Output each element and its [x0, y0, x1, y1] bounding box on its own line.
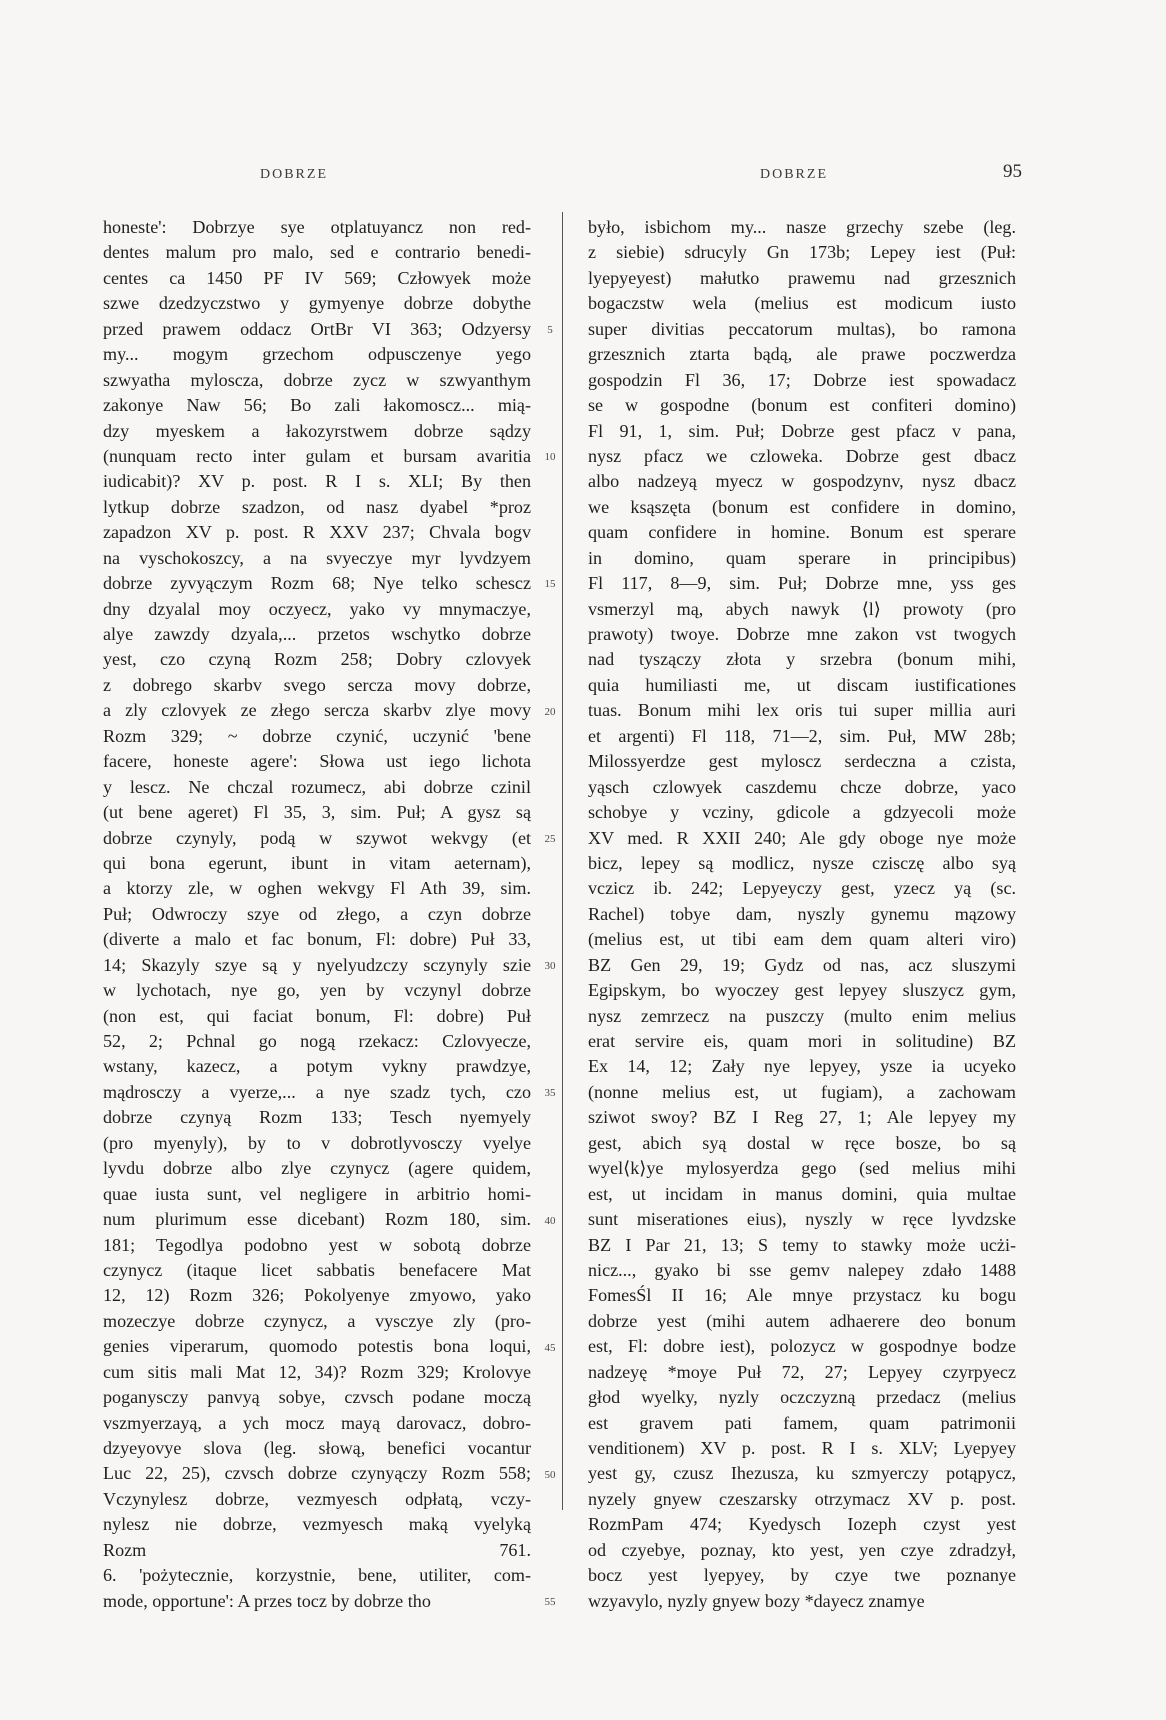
- text-line: lyepyeyest) małutko prawemu nad grzesznich: [588, 267, 1016, 288]
- line-number: 10: [544, 451, 556, 464]
- text-line: bogaczstw wela (melius est modicum iusto: [588, 293, 1016, 314]
- text-line: dny dzyalal moy oczyecz, yako vy mnymaczye,: [103, 598, 531, 619]
- text-line: Luc 22, 25), czvsch dobrze czynyączy Rozm 558;: [103, 1463, 531, 1484]
- text-line: Rozm 329; ~ dobrze czynić, uczynić 'bene: [103, 725, 531, 746]
- text-line: nysz pfacz we czloweka. Dobrze gest dbacz: [588, 445, 1016, 466]
- text-line: cum sitis mali Mat 12, 34)? Rozm 329; Krolovye: [103, 1361, 531, 1382]
- text-line: quia humiliasti me, ut discam iustificationes: [588, 674, 1016, 695]
- text-line: (non est, qui faciat bonum, Fl: dobre) Puł: [103, 1005, 531, 1026]
- text-line: honeste': Dobrzye sye otplatuyancz non red-: [103, 217, 531, 237]
- text-line: se w gospodne (bonum est confiteri domino): [588, 395, 1016, 416]
- text-line: nad tyszączy złota y srzebra (bonum mihi,: [588, 649, 1016, 670]
- line-number: 55: [544, 1596, 556, 1609]
- text-line: venditionem) XV p. post. R I s. XLV; Lyepyey: [588, 1438, 1016, 1458]
- text-line: głod wyelky, nyzly oczczyzną przedacz (melius: [588, 1387, 1016, 1408]
- text-line: w lychotach, nye go, yen by vczynyl dobrze: [103, 980, 531, 1001]
- line-number: 40: [544, 1214, 556, 1227]
- text-line: wzyavylo, nyzly gnyew bozy *dayecz znamye: [588, 1590, 925, 1611]
- text-line: we ksąszęta (bonum est confidere in domino,: [588, 496, 1016, 517]
- text-line: Ex 14, 12; Zały nye lepyey, ysze ia ucyeko: [588, 1056, 1016, 1077]
- text-line: FomesŚl II 16; Ale mnye przystacz ku bogu: [588, 1285, 1016, 1306]
- text-line: a zly czlovyek ze złego sercza skarbv zlye movy: [103, 700, 531, 721]
- text-line: dzy myeskem a łakozyrstwem dobrze sądzy: [103, 420, 531, 441]
- text-line: (nonne melius est, ut fugiam), a zachowam: [588, 1081, 1016, 1102]
- text-line: nadzeyę *moye Puł 72, 27; Lepyey czyrpyecz: [588, 1361, 1016, 1382]
- text-line: Fl 117, 8—9, sim. Puł; Dobrze mne, yss ges: [588, 573, 1016, 594]
- text-line: est, ut incidam in manus domini, quia multae: [588, 1183, 1016, 1204]
- text-line: nysz zemrzecz na puszczy (multo enim melius: [588, 1005, 1016, 1026]
- text-line: przed prawem oddacz OrtBr VI 363; Odzyersy: [103, 318, 531, 339]
- text-line: et argenti) Fl 118, 71—2, sim. Puł, MW 28b;: [588, 725, 1016, 746]
- text-line: zapadzon XV p. post. R XXV 237; Chvala bogv: [103, 522, 531, 543]
- text-line: 52, 2; Pchnal go nogą rzekacz: Czlovyeczе,: [103, 1031, 531, 1051]
- text-line: XV med. R XXII 240; Ale gdy oboge nye może: [588, 827, 1016, 848]
- text-line: quae iusta sunt, vel negligere in arbitrio homi-: [103, 1183, 531, 1204]
- text-line: Egipskym, bo wyoczey gest lepyey sluszycz gym,: [588, 980, 1016, 1001]
- line-number: 20: [544, 705, 556, 718]
- text-line: num plurimum esse dicebant) Rozm 180, sim.: [103, 1209, 531, 1230]
- text-line: dentes malum pro malo, sed e contrario benedi-: [103, 242, 531, 263]
- text-line: z siebie) sdrucyly Gn 173b; Lepey iest (Puł:: [588, 242, 1016, 263]
- text-line: 14; Skazyly szye są y nyelyudzczy sczynyly szie: [103, 954, 531, 975]
- text-line: zakonye Naw 56; Bo zali łakomoscz... mią-: [103, 395, 531, 416]
- line-number: 30: [544, 960, 556, 973]
- line-number: 15: [544, 578, 556, 591]
- text-line: bicz, lepey są modlicz, nysze czisczę albo syą: [588, 852, 1016, 873]
- text-line: alye zawzdy dzyala,... przetos wschytko dobrze: [103, 624, 531, 644]
- text-line: lytkup dobrze szadzon, od nasz dyabel *proz: [103, 496, 531, 517]
- text-line: vczicz ib. 242; Lepyeyczy gest, yzecz yą (sc.: [588, 878, 1016, 899]
- text-line: centes ca 1450 PF IV 569; Człowyek może: [103, 267, 531, 288]
- text-line: poganysczy panvyą sobye, czvsch podane moczą: [103, 1387, 531, 1408]
- text-line: Fl 91, 1, sim. Puł; Dobrze gest pfacz v pana,: [588, 420, 1016, 441]
- text-line: dzyeyovye slova (leg. słową, benefici vocantur: [103, 1438, 531, 1458]
- page-number: 95: [1003, 161, 1022, 182]
- text-line: vszmyerzayą, a ych mocz mayą darovacz, dobro-: [103, 1412, 531, 1433]
- text-line: RozmPam 474; Kyedysch Iozeph czyst yest: [588, 1514, 1016, 1535]
- text-line: my... mogym grzechom odpusczenye yego: [103, 344, 531, 365]
- text-line: 6. 'pożytecznie, korzystnie, bene, utiliter, com-: [103, 1565, 531, 1586]
- text-line: wstany, kazecz, a potym vykny prawdzye,: [103, 1056, 531, 1077]
- text-line: wyel⟨k⟩ye mylosyerdza gego (sed melius mihi: [588, 1158, 1016, 1179]
- line-number: 35: [544, 1087, 556, 1100]
- column-rule: [562, 212, 563, 1510]
- text-line: super divitias peccatorum multas), bo ramona: [588, 318, 1016, 339]
- text-line: facere, honeste agere': Słowa ust iego lichota: [103, 751, 531, 772]
- text-line: qui bona egerunt, ibunt in vitam aeternam),: [103, 852, 531, 873]
- text-line: szwyatha myloscza, dobrze zycz w szwyanthym: [103, 369, 531, 390]
- text-line: (diverte a malo et fac bonum, Fl: dobre) Puł 33,: [103, 929, 531, 950]
- text-line: yest gy, czusz Ihezusza, ku szmyerczy potąpycz,: [588, 1463, 1016, 1484]
- text-line: iudicabit)? XV p. post. R I s. XLI; By then: [103, 471, 531, 492]
- text-line: dobrze zyvyączym Rozm 68; Nye telko schescz: [103, 573, 531, 594]
- text-line: (melius est, ut tibi eam dem quam alteri viro): [588, 929, 1016, 950]
- text-line: (nunquam recto inter gulam et bursam avaritia: [103, 445, 531, 466]
- text-line: mozeczye dobrze czynycz, a vysczye zly (pro-: [103, 1310, 531, 1331]
- text-line: dobrze yest (mihi autem adhaerere deo bonum: [588, 1310, 1016, 1331]
- text-line: grzesznich ztarta bądą, ale prawe poczwerdza: [588, 344, 1016, 365]
- text-line: czynycz (itaque licet sabbatis benefacere Mat: [103, 1259, 531, 1280]
- text-line: było, isbichom my... nasze grzechy szebe (leg.: [588, 217, 1016, 237]
- text-line: nicz..., gyako bi sse gemv nalepey zdało 1488: [588, 1259, 1016, 1280]
- text-line: est, Fl: dobre iest), polozycz w gospodnye bodze: [588, 1336, 1016, 1357]
- text-line: bocz yest lyepyey, by czye twe poznanye: [588, 1565, 1016, 1586]
- line-number: 5: [547, 323, 553, 336]
- line-number: 50: [544, 1469, 556, 1482]
- text-line: y lescz. Ne chczal rozumecz, abi dobrze czinil: [103, 776, 531, 797]
- text-line: tuas. Bonum mihi lex oris tui super millia auri: [588, 700, 1016, 721]
- text-line: Rozm 761.: [103, 1539, 531, 1560]
- text-line: est gravem pati famem, quam patrimonii: [588, 1412, 1016, 1433]
- text-line: BZ I Par 21, 13; S temy to stawky może ucżi-: [588, 1234, 1016, 1255]
- text-line: prawoty) twoye. Dobrze mne zakon vst twogych: [588, 624, 1016, 644]
- text-line: Puł; Odwroczy szye od złego, a czyn dobrze: [103, 903, 531, 924]
- text-line: albo nadzeyą myecz w gospodzynv, nysz dbacz: [588, 471, 1016, 492]
- text-line: nyzely gnyew czeszarsky otrzymacz XV p. post.: [588, 1488, 1016, 1509]
- text-line: (pro myenyly), by to v dobrotlyvosczy vyelye: [103, 1132, 531, 1153]
- text-line: gospodzin Fl 36, 17; Dobrze iest spowadacz: [588, 369, 1016, 390]
- text-line: yest, czo czyną Rozm 258; Dobry czlovyek: [103, 649, 531, 670]
- text-line: sunt miserationes eius), nyszly w ręce lyvdzske: [588, 1209, 1016, 1230]
- text-line: quam confidere in homine. Bonum est sperare: [588, 522, 1016, 543]
- text-line: Vczynylesz dobrze, vezmyesch odpłatą, vczy-: [103, 1488, 531, 1509]
- text-line: mądrosczy a vyerze,... a nye szadz tych, czo: [103, 1081, 531, 1102]
- text-line: erat servire eis, quam mori in solitudine) BZ: [588, 1031, 1016, 1051]
- text-line: in domino, quam sperare in principibus): [588, 547, 1016, 568]
- text-line: schobye y vcziny, gdicole a gdzyecoli może: [588, 802, 1016, 823]
- text-line: szwe dzedzyczstwo y gymyenye dobrze dobythe: [103, 293, 531, 314]
- running-head-right: DOBRZE: [760, 167, 828, 182]
- text-line: Rachel) tobye dam, nyszly gynemu mązowy: [588, 903, 1016, 924]
- right-column: [588, 215, 1016, 1611]
- text-line: (ut bene ageret) Fl 35, 3, sim. Puł; A gysz są: [103, 802, 531, 823]
- left-column: [103, 215, 531, 1611]
- text-line: mode, opportune': A przes tocz by dobrze tho: [103, 1590, 431, 1611]
- line-number: 45: [544, 1341, 556, 1354]
- running-head-left: DOBRZE: [260, 167, 328, 182]
- line-number: 25: [544, 832, 556, 845]
- text-line: z dobrego skarbv svego sercza movy dobrze,: [103, 674, 531, 695]
- text-line: lyvdu dobrze albo zlye czynycz (agere quidem,: [103, 1158, 531, 1179]
- text-line: 12, 12) Rozm 326; Pokolyenye zmyowo, yako: [103, 1285, 531, 1306]
- text-line: sziwot swoy? BZ I Reg 27, 1; Ale lepyey my: [588, 1107, 1016, 1128]
- text-line: nylesz nie dobrze, vezmyesch maką vyelyką: [103, 1514, 531, 1535]
- text-line: dobrze czynyly, podą w szywot wekvgy (et: [103, 827, 531, 848]
- text-line: Milossyerdze gest myloscz serdeczna a czista,: [588, 751, 1016, 772]
- text-line: gest, abich syą dostal w ręce bosze, bo są: [588, 1132, 1016, 1153]
- text-line: 181; Tegodlya podobno yest w sobotą dobrze: [103, 1234, 531, 1255]
- text-line: od czyebye, poznay, kto yest, yen czye zdradzył,: [588, 1539, 1016, 1560]
- text-line: BZ Gen 29, 19; Gydz od nas, acz sluszymi: [588, 954, 1016, 975]
- text-line: yąsch czlowyek caszdemu chcze dobrze, yaco: [588, 776, 1016, 797]
- text-line: dobrze czynyą Rozm 133; Tesch nyemyely: [103, 1107, 531, 1128]
- text-line: genies viperarum, quomodo potestis bona loqui,: [103, 1336, 531, 1357]
- text-line: vsmerzyl mą, abych nawyk ⟨l⟩ prowoty (pro: [588, 598, 1016, 619]
- text-line: na vyschokoszcy, a na svyeczye myr lyvdzyem: [103, 547, 531, 568]
- text-line: a ktorzy zle, w oghen wekvgy Fl Ath 39, sim.: [103, 878, 531, 899]
